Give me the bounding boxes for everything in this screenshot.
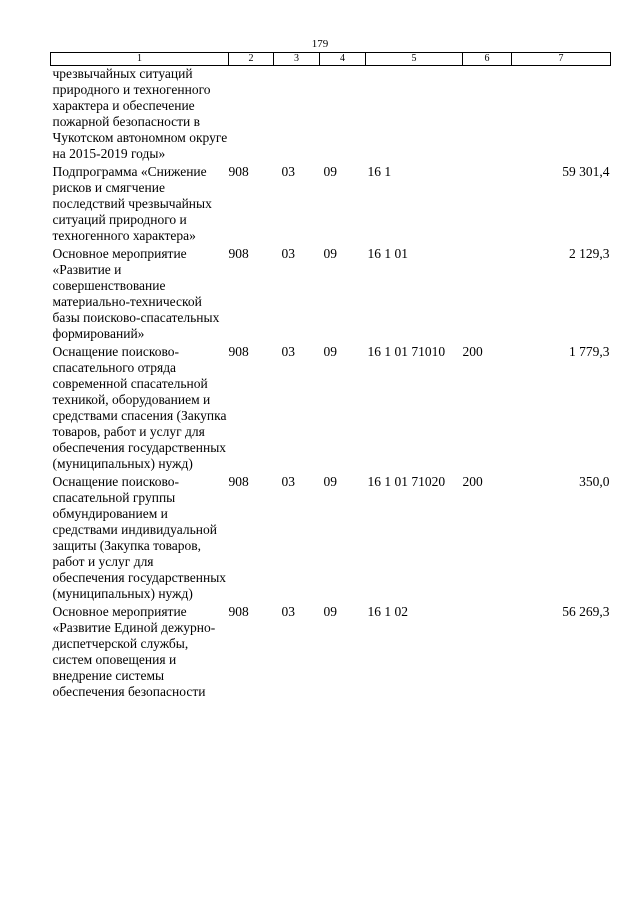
page-number: 179 xyxy=(311,38,329,50)
row-section-code: 03 xyxy=(281,604,295,619)
budget-table xyxy=(50,52,611,702)
column-header-7: 7 xyxy=(512,53,611,66)
column-header-2: 2 xyxy=(229,53,274,66)
row-ministry-code xyxy=(229,66,274,165)
column-header-4: 4 xyxy=(320,53,366,66)
row-expense-type xyxy=(463,604,512,702)
row-name: Оснащение поисково-спасательного отряда современной спасательной техникой, оборудованием и средствами спасения (Закупка товаров, работ и услуг для обеспечения государственных (муниципальных) нужд) xyxy=(52,344,227,471)
row-subsection-code: 09 xyxy=(323,604,337,619)
row-expense-type xyxy=(463,246,512,344)
row-target-code: 16 1 01 xyxy=(367,246,408,261)
row-subsection-code: 09 xyxy=(323,246,337,261)
row-subsection-code: 09 xyxy=(323,344,337,359)
table-row xyxy=(51,66,611,165)
row-expense-type: 200 xyxy=(462,474,483,489)
row-section-code: 03 xyxy=(281,246,295,261)
column-header-1: 1 xyxy=(51,53,229,66)
row-target-code: 16 1 02 xyxy=(367,604,408,619)
table-row xyxy=(51,164,611,246)
row-name: Основное мероприятие «Развитие и совершенствование материально-технической базы поисково-спасательных формирований» xyxy=(52,246,220,341)
row-target-code: 16 1 01 71020 xyxy=(367,474,446,489)
row-section-code xyxy=(274,66,320,165)
row-subsection-code: 09 xyxy=(323,474,337,489)
row-section-code: 03 xyxy=(281,344,295,359)
row-ministry-code: 908 xyxy=(228,344,249,359)
table-row xyxy=(51,246,611,344)
table-row xyxy=(51,344,611,474)
row-amount: 1 779,3 xyxy=(569,344,610,359)
table-row xyxy=(51,474,611,604)
row-subsection-code xyxy=(320,66,366,165)
row-amount: 56 269,3 xyxy=(562,604,610,619)
row-ministry-code: 908 xyxy=(228,604,249,619)
row-expense-type xyxy=(463,164,512,246)
row-target-code: 16 1 01 71010 xyxy=(367,344,446,359)
row-amount xyxy=(512,66,611,165)
table-header-row xyxy=(51,53,611,66)
row-ministry-code: 908 xyxy=(228,246,249,261)
row-name: чрезвычайных ситуаций природного и техногенного характера и обеспечение пожарной безопасности в Чукотском автономном округе на 2015-2019 годы» xyxy=(52,66,228,161)
row-subsection-code: 09 xyxy=(323,164,337,179)
row-expense-type: 200 xyxy=(462,344,483,359)
row-name: Оснащение поисково-спасательной группы обмундированием и средствами индивидуальной защиты (Закупка товаров, работ и услуг для обеспечения государственных (муниципальных) нужд) xyxy=(52,474,227,601)
row-section-code: 03 xyxy=(281,474,295,489)
row-ministry-code: 908 xyxy=(228,164,249,179)
row-expense-type xyxy=(463,66,512,165)
row-section-code: 03 xyxy=(281,164,295,179)
row-target-code xyxy=(366,66,463,165)
column-header-6: 6 xyxy=(463,53,512,66)
table-row xyxy=(51,604,611,702)
column-header-5: 5 xyxy=(366,53,463,66)
row-name: Подпрограмма «Снижение рисков и смягчение последствий чрезвычайных ситуаций природного и техногенного характера» xyxy=(52,164,212,243)
row-ministry-code: 908 xyxy=(228,474,249,489)
column-header-3: 3 xyxy=(274,53,320,66)
row-target-code: 16 1 xyxy=(367,164,392,179)
row-amount: 2 129,3 xyxy=(569,246,610,261)
row-amount: 350,0 xyxy=(579,474,610,489)
row-amount: 59 301,4 xyxy=(562,164,610,179)
row-name: Основное мероприятие «Развитие Единой дежурно-диспетчерской службы, систем оповещения и внедрение системы обеспечения безопасности xyxy=(52,604,216,699)
